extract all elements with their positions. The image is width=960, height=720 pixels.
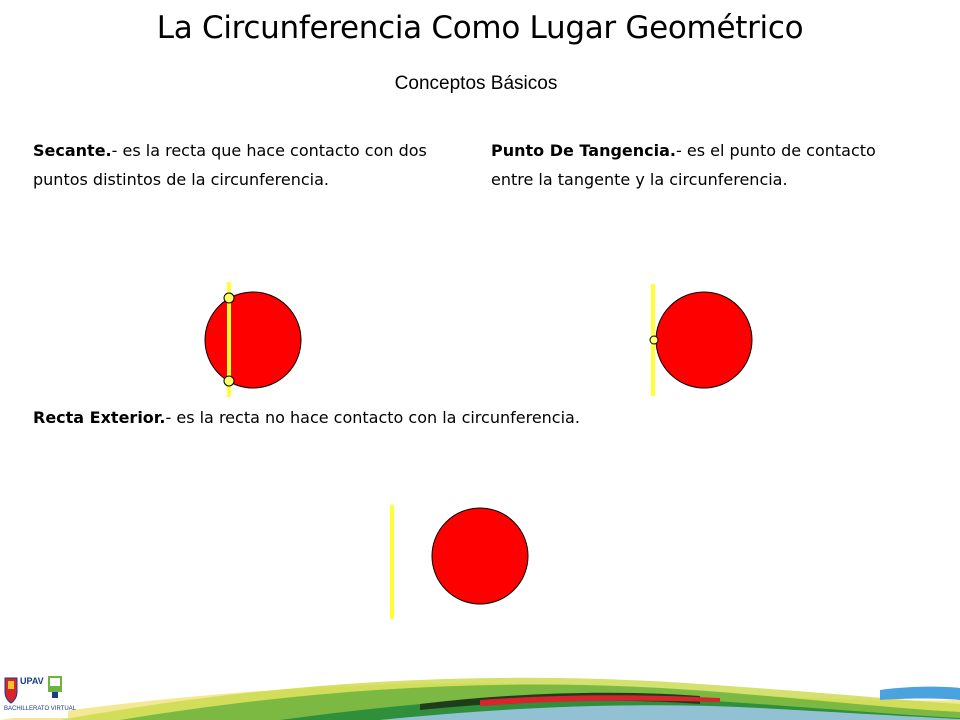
exterior-circle — [432, 508, 528, 604]
logo-subtitle: BACHILLERATO VIRTUAL — [4, 706, 77, 712]
logo-name: UPAV — [20, 676, 44, 686]
secante-figure — [205, 282, 301, 397]
secante-point-top — [224, 293, 234, 303]
slide-title: La Circunferencia Como Lugar Geométrico — [156, 10, 804, 46]
secante-circle — [205, 292, 301, 388]
tangency-point — [650, 336, 658, 344]
text-exterior: - es la recta no hace contacto con la circunferencia. — [165, 408, 580, 427]
tangencia-circle — [656, 292, 752, 388]
term-secante: Secante. — [33, 141, 112, 160]
text-tangencia: - es el punto de contacto entre la tangente y la circunferencia. — [491, 141, 876, 189]
exterior-figure — [392, 505, 528, 619]
footer-decoration — [0, 678, 960, 720]
secante-point-bottom — [224, 376, 234, 386]
tangencia-figure — [650, 284, 752, 396]
term-tangencia: Punto De Tangencia. — [491, 141, 676, 160]
text-secante: - es la recta que hace contacto con dos puntos distintos de la circunferencia. — [33, 141, 427, 189]
slide-subtitle: Conceptos Básicos — [394, 73, 558, 94]
term-exterior: Recta Exterior. — [33, 408, 166, 427]
